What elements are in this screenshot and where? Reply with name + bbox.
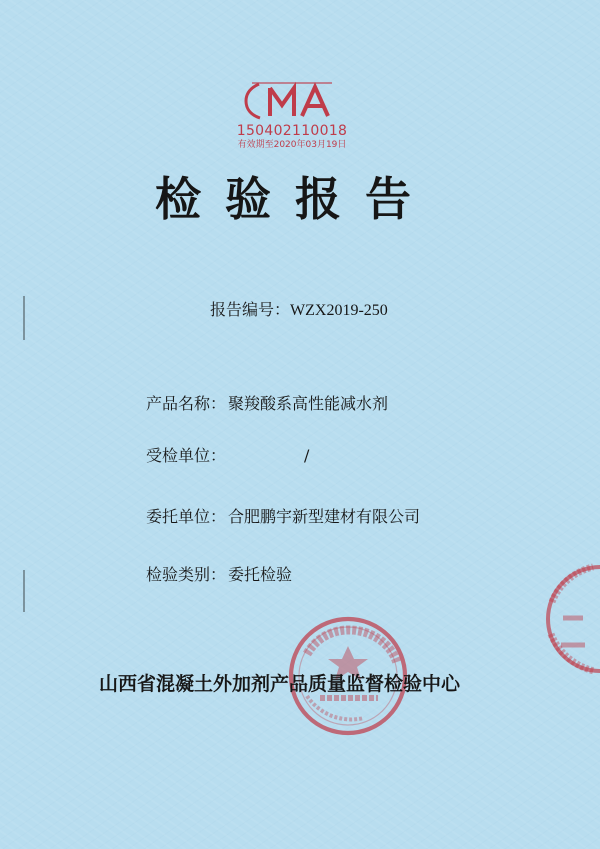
- binding-mark-bottom: [23, 570, 25, 612]
- client-unit-row: [146, 506, 420, 528]
- report-number-value: WZX2019-250: [290, 302, 388, 319]
- binding-mark-top: [23, 296, 25, 340]
- inspected-unit-row: [146, 445, 309, 467]
- page-title: 检验报告: [155, 172, 435, 226]
- issuing-organization: 山西省混凝土外加剂产品质量监督检验中心: [99, 673, 461, 695]
- cma-mark-icon: [242, 78, 338, 124]
- inspection-category-row: [146, 564, 292, 586]
- cma-stamp: [229, 78, 355, 160]
- product-name-value: 聚羧酸系高性能减水剂: [228, 394, 389, 413]
- edge-seal-icon: [541, 560, 600, 678]
- inspection-category-value: 委托检验: [228, 565, 293, 584]
- cma-number: 150402110018: [236, 123, 348, 139]
- report-number-label: 报告编号：: [210, 300, 291, 319]
- inspected-unit-label: 受检单位：: [146, 446, 227, 465]
- cma-validity: 有效期至2020年03月19日: [237, 140, 347, 150]
- client-unit-label: 委托单位：: [146, 507, 227, 526]
- product-name-label: 产品名称：: [146, 394, 227, 413]
- edge-seal-stamp: [541, 560, 600, 678]
- inspected-unit-value: /: [304, 446, 310, 465]
- product-name-row: [146, 393, 388, 415]
- inspection-category-label: 检验类别：: [146, 565, 227, 584]
- report-number: [210, 300, 388, 321]
- client-unit-value: 合肥鹏宇新型建材有限公司: [228, 507, 421, 526]
